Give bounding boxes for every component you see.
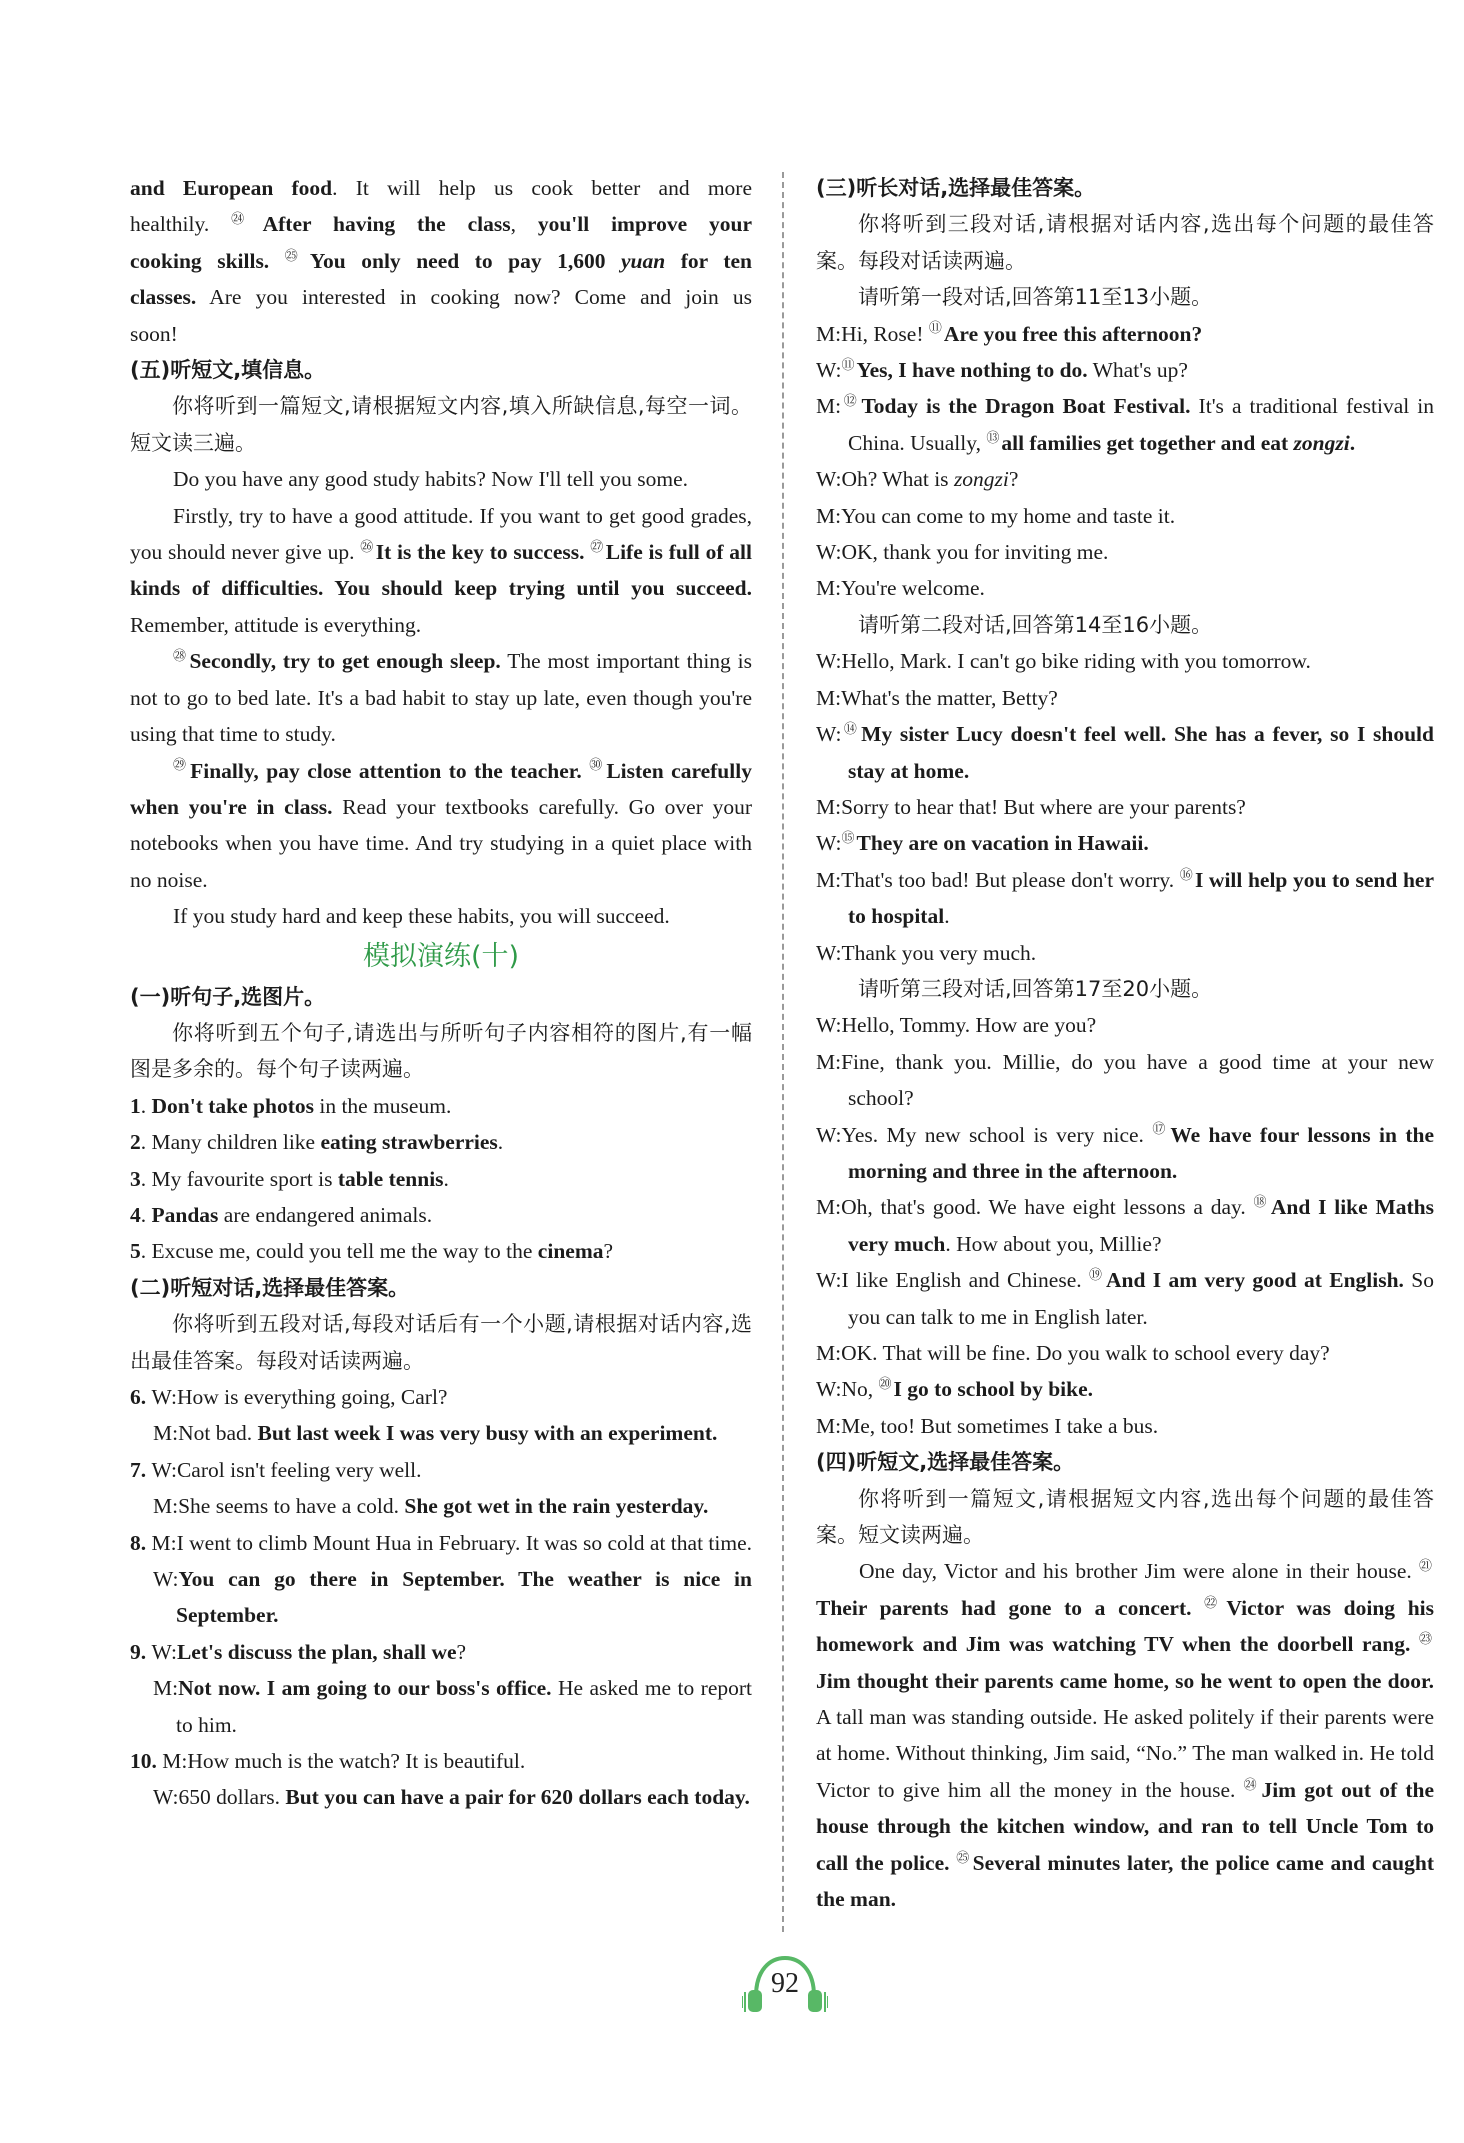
text-run: in the museum. [313, 1093, 452, 1118]
item-dot: . [140, 1385, 152, 1409]
text-run: W:No, [816, 1377, 879, 1402]
key-text: for ten [665, 248, 752, 273]
text-run: M:Fine, thank you. Millie, do you have a good time at your new school? [816, 1049, 1434, 1111]
question-marker: ⑪ [841, 356, 855, 372]
dialogue-line [130, 1561, 752, 1634]
text-run: W:Hello, Tommy. How are you? [816, 1013, 1097, 1038]
dialogue-line [816, 570, 1434, 606]
dialogue-line [816, 1408, 1434, 1444]
question-marker: ⑲ [1089, 1267, 1104, 1283]
text-run: A tall man was standing outside. He asked politely if their parents were at home. Without thinking, Jim said, “No.” The man walked in. He told Victor to give him all the money in the house. [816, 1705, 1434, 1802]
key-text: My sister Lucy doesn't feel well. She has a fever, so I should stay at home. [848, 722, 1434, 783]
dialogue-prompt: 请听第一段对话,回答第11至13小题。 [858, 285, 1213, 310]
text-run: soon! [130, 321, 178, 346]
text-run: Read your textbooks carefully. Go over your notebooks when you have time. And try studying in a quiet place with no noise. [130, 794, 752, 892]
item-dot: . [140, 1639, 152, 1664]
text-run: M:She seems to have a cold. [153, 1494, 405, 1519]
text-run: M:OK. That will be fine. Do you walk to school every day? [816, 1341, 1330, 1365]
section-2-title: (二)听短对话,选择最佳答案。 [130, 1275, 410, 1300]
item-number: 8 [130, 1530, 141, 1555]
passage-study-habits [130, 461, 752, 934]
key-text: classes. [130, 285, 197, 310]
key-text: 3 [130, 1166, 141, 1191]
text-run: W:Yes. My new school is very nice. [816, 1122, 1153, 1147]
text-run: M:That's too bad! But please don't worry. [816, 867, 1180, 892]
item-number: 10 [130, 1749, 152, 1774]
dialogue-line [130, 1488, 752, 1524]
text-run: W: [151, 1639, 177, 1664]
list-item [130, 1124, 752, 1160]
section-5-instructions: 你将听到一篇短文,请根据短文内容,填入所缺信息,每空一词。短文读三遍。 [130, 394, 752, 455]
dialogue-line [816, 643, 1434, 679]
question-marker: ㉑ [1418, 1558, 1432, 1574]
paragraph [130, 643, 752, 752]
text-run: W: [153, 1567, 179, 1592]
question-marker: ⑫ [841, 393, 860, 409]
key-text: eating strawberries [320, 1130, 498, 1155]
text-run: M:You can come to my home and taste it. [816, 503, 1176, 528]
passage-victor-jim [816, 1553, 1434, 1917]
text-run: healthily. [130, 212, 232, 237]
text-run: . [443, 1166, 449, 1191]
section-3-instructions: 你将听到三段对话,请根据对话内容,选出每个问题的最佳答案。每段对话读两遍。 [816, 212, 1434, 273]
key-text: You only need to pay 1,600 [309, 248, 622, 273]
dialogue-line [130, 1525, 752, 1561]
dialogue-line [130, 1743, 752, 1779]
key-text: She got wet in the rain yesterday. [404, 1494, 709, 1519]
key-text: We have four lessons in the morning and three in the afternoon. [848, 1122, 1434, 1183]
dialogue-line [130, 1379, 752, 1415]
key-text: 4 [130, 1202, 141, 1227]
dialogue-line [816, 1371, 1434, 1407]
list-item [130, 1197, 752, 1233]
dialogue-line [816, 1007, 1434, 1043]
text-run: M: [816, 394, 842, 419]
section-5-title: (五)听短文,填信息。 [130, 358, 326, 383]
key-text: all families get together and eat [1001, 430, 1294, 455]
item-number: 7 [130, 1457, 141, 1482]
question-marker: ⑪ [928, 320, 942, 336]
dialogue-line [816, 1262, 1434, 1335]
section-4-title: (四)听短文,选择最佳答案。 [816, 1450, 1075, 1475]
key-text: And I like Maths very much [848, 1195, 1434, 1256]
text-line [130, 243, 752, 279]
right-column [816, 170, 1434, 1918]
text-run: ? [1008, 467, 1019, 492]
key-text: And I am very good at English. [1105, 1268, 1404, 1293]
question-marker: ㉔ [1243, 1776, 1260, 1792]
question-marker: ㉕ [284, 247, 308, 263]
key-text: I will help you to send her to hospital [848, 867, 1434, 929]
item-dot: . [151, 1749, 163, 1774]
text-run: Firstly, try to have a good attitude. If you want to get good grades, you should never give up. [130, 503, 752, 565]
text-run: M:Hi, Rose! [816, 321, 929, 346]
text-run: M:Me, too! But sometimes I take a bus. [816, 1413, 1159, 1438]
page-footer [730, 1958, 840, 2018]
dialogue-line [130, 1415, 752, 1451]
question-marker: ㉔ [231, 211, 261, 227]
key-text: But you can have a pair for 620 dollars each today. [285, 1785, 750, 1810]
question-marker: ⑱ [1253, 1194, 1269, 1210]
key-text: cooking skills. [130, 248, 285, 273]
key-text: It is the key to success. [375, 540, 585, 565]
practice-title: 模拟演练(十) [362, 940, 520, 972]
key-text: Secondly, try to get enough sleep. [189, 649, 501, 674]
key-text: and European food [130, 176, 333, 200]
text-run: W:650 dollars. [153, 1785, 286, 1810]
text-run: M:Oh, that's good. We have eight lessons a day. [816, 1195, 1254, 1220]
text-run: . [944, 904, 950, 929]
text-run: So you can talk to me in English later. [848, 1268, 1434, 1329]
question-marker: ⑰ [1152, 1121, 1169, 1137]
question-marker: ⑮ [841, 830, 855, 846]
dialogue-line [130, 1452, 752, 1488]
dialogue-line [816, 534, 1434, 570]
key-text: . [1349, 430, 1356, 455]
text-run: zongzi [953, 467, 1009, 492]
key-text: Pandas [151, 1202, 219, 1227]
key-text: You can go there in September. The weather is nice in September. [176, 1567, 752, 1628]
text-run: W:OK, thank you for inviting me. [816, 540, 1109, 565]
text-run: M: [153, 1676, 179, 1701]
text-run: . Many children like [140, 1130, 321, 1155]
key-text: Jim thought their parents came home, so he went to open the door. [816, 1668, 1434, 1693]
key-text: Let's discuss the plan, shall we [176, 1639, 457, 1664]
question-marker: ⑳ [878, 1376, 892, 1392]
paragraph [130, 753, 752, 899]
dialogue-line [816, 352, 1434, 388]
section-1-items [130, 1088, 752, 1270]
dialogue-line [816, 316, 1434, 352]
paragraph [130, 498, 752, 644]
text-run: What's up? [1087, 358, 1188, 383]
dialogue-line [816, 680, 1434, 716]
dialogue-line [130, 1670, 752, 1743]
text-run: . My favourite sport is [140, 1166, 338, 1191]
text-run: . Excuse me, could you tell me the way to the [140, 1239, 538, 1264]
section-3-dialogues [816, 279, 1434, 1444]
section-3-title: (三)听长对话,选择最佳答案。 [816, 176, 1096, 200]
key-text: Jim got out of the house through the kitchen window, and ran to tell Uncle Tom to call the police. [816, 1777, 1434, 1875]
item-dot: . [140, 1530, 152, 1555]
question-marker: ㉓ [1418, 1631, 1432, 1647]
question-marker: ㉖ [360, 538, 374, 554]
text-run: ? [456, 1639, 467, 1664]
dialogue-line [816, 388, 1434, 461]
item-dot: . [140, 1457, 152, 1482]
question-marker: ㉕ [956, 1849, 971, 1865]
text-run: W:Thank you very much. [816, 940, 1037, 965]
text-run: Are you interested in cooking now? Come and join us [196, 285, 752, 310]
text-run: Remember, attitude is everything. [130, 612, 422, 637]
key-text: cinema [537, 1239, 604, 1264]
text-line [130, 316, 752, 352]
text-line [130, 170, 752, 206]
text-run: W: [816, 831, 842, 856]
key-text: Are you free this afternoon? [943, 321, 1203, 346]
dialogue-line [130, 1779, 752, 1815]
dialogue-line [816, 1044, 1434, 1117]
dialogue-line [816, 825, 1434, 861]
text-run: W:Carol isn't feeling very well. [151, 1457, 422, 1482]
text-run: M:Sorry to hear that! But where are your parents? [816, 794, 1246, 819]
text-run: M:I went to climb Mount Hua in February. It was so cold at that time. [151, 1530, 752, 1555]
text-run: M:What's the matter, Betty? [816, 685, 1058, 710]
dialogue-prompt: 请听第二段对话,回答第14至16小题。 [858, 612, 1213, 637]
section-2-instructions: 你将听到五段对话,每段对话后有一个小题,请根据对话内容,选出最佳答案。每段对话读两遍。 [130, 1312, 752, 1373]
key-text: table tennis [337, 1166, 444, 1191]
paragraph [130, 898, 752, 934]
question-marker: ㉚ [589, 757, 605, 773]
text-run: . [497, 1130, 504, 1155]
text-run: . How about you, Millie? [945, 1231, 1162, 1256]
dialogue-prompt: 请听第三段对话,回答第17至20小题。 [858, 976, 1213, 1001]
text-run: W: [816, 722, 842, 747]
key-text: Several minutes later, the police came and caught the man. [816, 1850, 1434, 1912]
text-run: Do you have any good study habits? Now I'll tell you some. [173, 467, 689, 492]
key-text: you'll improve your [537, 212, 752, 237]
item-number: 6 [130, 1385, 141, 1409]
paragraph [130, 461, 752, 497]
key-text: But last week I was very busy with an experiment. [257, 1421, 718, 1446]
passage-continuation [130, 170, 752, 352]
key-text: Life is full of all kinds of difficulties. You should keep trying until you succeed. [130, 540, 752, 601]
text-run: W:Hello, Mark. I can't go bike riding with you tomorrow. [816, 649, 1311, 674]
text-run: . [140, 1093, 152, 1118]
key-text: Don't take photos [151, 1093, 314, 1118]
text-run: M:Not bad. [153, 1421, 258, 1446]
list-item [130, 1161, 752, 1197]
text-run: , [510, 212, 538, 237]
text-run: W:Oh? What is [816, 467, 954, 492]
text-run: . It will help us cook better and more [332, 176, 752, 200]
text-run: M:How much is the watch? It is beautiful. [162, 1749, 526, 1774]
dialogue-line [816, 862, 1434, 935]
text-line [130, 279, 752, 315]
question-marker: ⑬ [986, 429, 1000, 445]
item-number: 9 [130, 1639, 141, 1664]
dialogue-line [816, 1189, 1434, 1262]
key-text: 1 [130, 1093, 141, 1118]
section-1-title: (一)听句子,选图片。 [130, 984, 326, 1009]
section-2-items [130, 1379, 752, 1816]
section-1-instructions: 你将听到五个句子,请选出与所听句子内容相符的图片,有一幅图是多余的。每个句子读两遍。 [130, 1020, 752, 1082]
key-text: I go to school by bike. [893, 1377, 1094, 1402]
question-marker: ㉘ [173, 648, 188, 664]
text-run: M:You're welcome. [816, 576, 985, 601]
dialogue-line [816, 498, 1434, 534]
dialogue-line [816, 716, 1434, 789]
text-run: are endangered animals. [218, 1202, 433, 1227]
key-text: Not now. I am going to our boss's office. [178, 1676, 552, 1701]
key-text: yuan [621, 248, 666, 273]
key-text: Listen carefully when you're in class. [130, 758, 752, 819]
section-4-instructions: 你将听到一篇短文,请根据短文内容,选出每个问题的最佳答案。短文读两遍。 [816, 1486, 1434, 1548]
key-text: They are on vacation in Hawaii. [856, 831, 1149, 856]
text-run: W:How is everything going, Carl? [151, 1385, 448, 1409]
key-text: zongzi [1293, 430, 1350, 455]
text-run: He asked me to report to him. [176, 1676, 752, 1737]
text-run: If you study hard and keep these habits, you will succeed. [173, 904, 670, 929]
page-number: 92 [771, 1968, 799, 1999]
dialogue-line [816, 461, 1434, 497]
question-marker: ⑭ [841, 720, 860, 736]
dialogue-line [816, 935, 1434, 971]
text-run: W: [816, 358, 842, 383]
text-run: W:I like English and Chinese. [816, 1268, 1089, 1293]
column-divider [782, 172, 784, 1932]
text-run: One day, Victor and his brother Jim were alone in their house. [859, 1559, 1419, 1584]
key-text: Their parents had gone to a concert. [816, 1595, 1205, 1620]
text-run: ? [603, 1239, 614, 1264]
key-text: 5 [130, 1239, 141, 1264]
text-line [130, 206, 752, 242]
key-text: 2 [130, 1130, 141, 1155]
question-marker: ⑯ [1179, 866, 1193, 882]
key-text: Today is the Dragon Boat Festival. [861, 394, 1191, 419]
dialogue-line [816, 1117, 1434, 1190]
dialogue-line [816, 789, 1434, 825]
left-column [130, 170, 752, 1816]
key-text: After having the class [262, 212, 511, 237]
dialogue-line [130, 1634, 752, 1670]
text-run: It's a traditional festival in China. Usually, [848, 394, 1434, 455]
list-item [130, 1088, 752, 1124]
question-marker: ㉙ [173, 757, 189, 773]
text-run: . [140, 1202, 152, 1227]
list-item [130, 1233, 752, 1269]
key-text: Victor was doing his homework and Jim was watching TV when the doorbell rang. [816, 1595, 1435, 1657]
dialogue-line [816, 1335, 1434, 1371]
question-marker: ㉒ [1204, 1594, 1225, 1610]
question-marker: ㉗ [590, 538, 604, 554]
key-text: Yes, I have nothing to do. [856, 358, 1088, 383]
text-run: The most important thing is not to go to bed late. It's a bad habit to stay up late, even though you're using that time to study. [130, 649, 752, 747]
key-text: Finally, pay close attention to the teacher. [190, 758, 590, 783]
